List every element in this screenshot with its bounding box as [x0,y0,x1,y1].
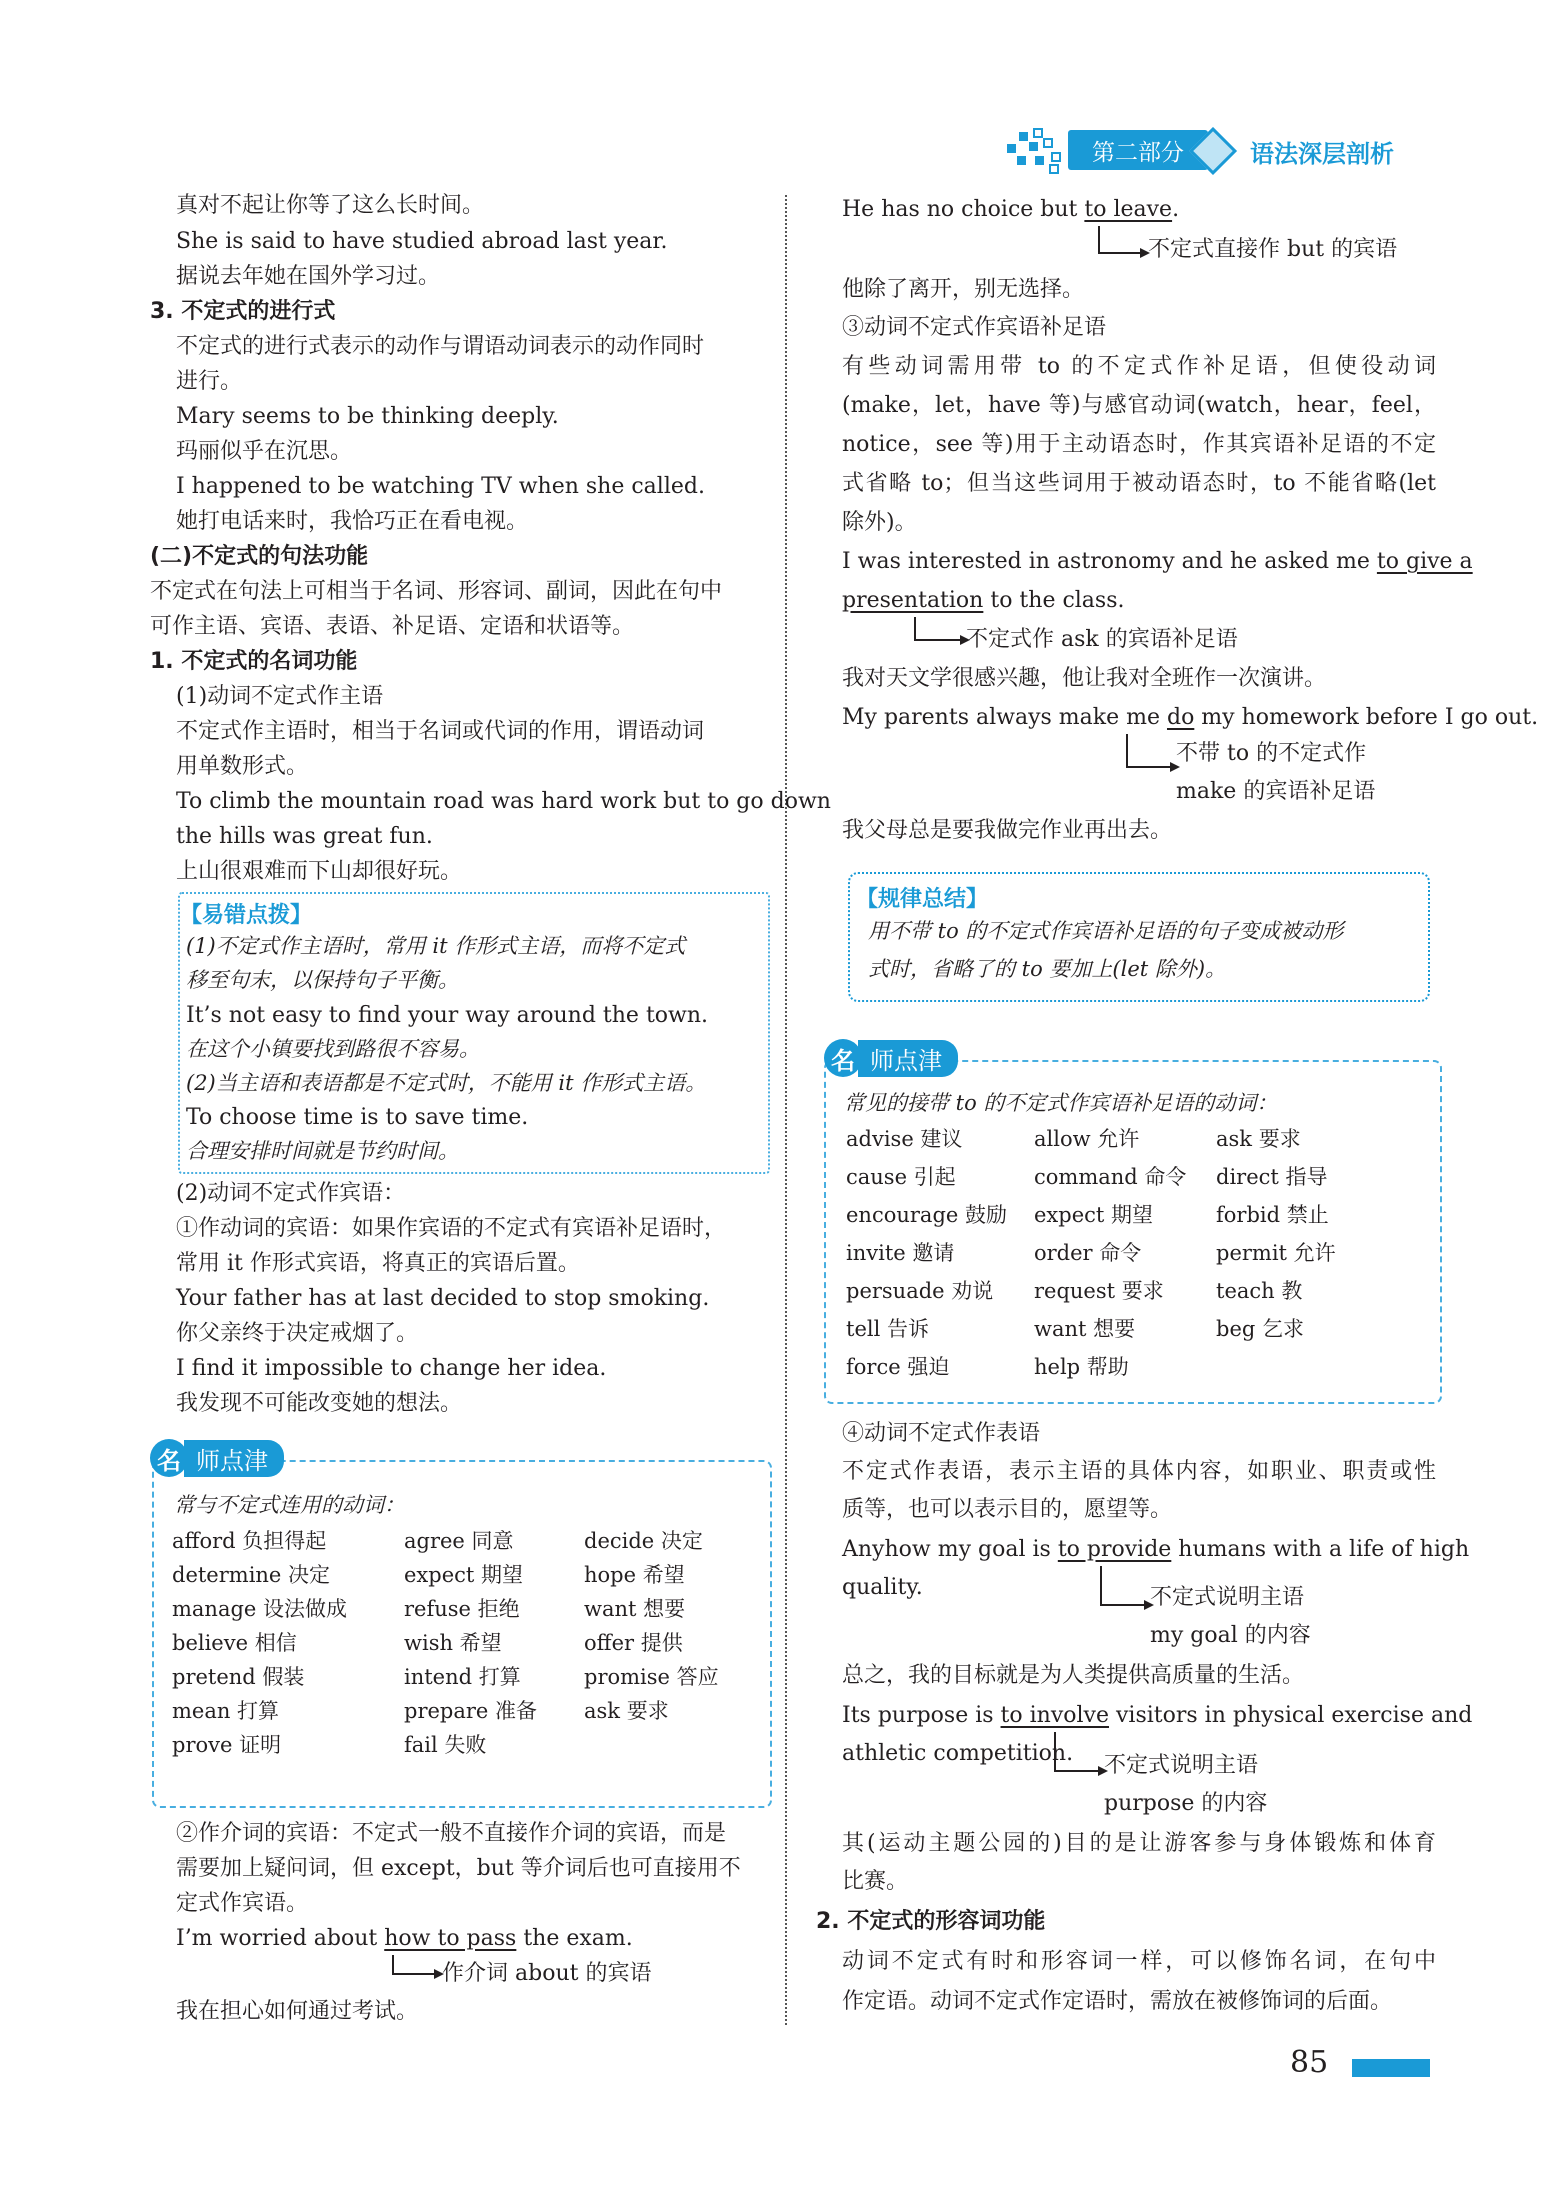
annotation-note: 不定式说明主语 [1104,1753,1259,1778]
justified-line: 不定式作表语，表示主语的具体内容，如职业、职责或性 [842,1459,1436,1484]
teacher-tips-circle: 名 [150,1439,188,1477]
vocab-word: request 要求 [1034,1279,1164,1303]
sentence-part: My parents always make me [842,705,1167,730]
text-line: I happened to be watching TV when she called. [176,474,705,499]
annotation-arrow [1100,1566,1144,1606]
vocab-word: forbid 禁止 [1216,1203,1329,1227]
annotation-note: make 的宾语补足语 [1176,779,1376,804]
vocab-word: order 命令 [1034,1241,1142,1265]
vocab-word: allow 允许 [1034,1127,1140,1151]
vocab-word: teach 教 [1216,1279,1303,1303]
vocab-word: tell 告诉 [846,1317,929,1341]
page-number-bar [1352,2059,1430,2077]
section-heading: (二)不定式的句法功能 [150,544,369,569]
vocab-word: prove 证明 [172,1733,282,1757]
sentence-part: Anyhow my goal is [842,1537,1058,1562]
annotation-arrow [1054,1732,1098,1772]
text-line: 总之，我的目标就是为人类提供高质量的生活。 [842,1663,1305,1688]
column-divider [785,195,787,2025]
vocab-word: ask 要求 [1216,1127,1301,1151]
text-line [842,353,1436,382]
box-text: 用不带 to 的不定式作宾语补足语的句子变成被动形 [868,919,1344,943]
box-text: (2)当主语和表语都是不定式时，不能用 it 作形式主语。 [186,1071,707,1095]
vocab-word: hope 希望 [584,1563,685,1587]
text-line: 据说去年她在国外学习过。 [176,264,441,289]
text-line [842,470,1436,499]
example-sentence [842,1536,1470,1565]
annotation-note: 不定式说明主语 [1150,1585,1305,1610]
underlined-phrase: how to pass [384,1926,517,1951]
text-line: 不定式作主语时，相当于名词或代词的作用，谓语动词 [176,719,705,744]
text-line: the hills was great fun. [176,824,433,849]
vocab-word: direct 指导 [1216,1165,1328,1189]
section-heading: 2. 不定式的形容词功能 [816,1909,1046,1934]
text-line: 不定式的进行式表示的动作与谓语动词表示的动作同时 [176,334,705,359]
text-line: 我在担心如何通过考试。 [176,1999,419,2024]
vocab-word: wish 希望 [404,1631,502,1655]
box-text: 合理安排时间就是节约时间。 [186,1139,459,1163]
text-line: 可作主语、宾语、表语、补足语、定语和状语等。 [150,614,635,639]
teacher-tips-label: 师点津 [184,1440,284,1477]
teacher-tips-badge [150,1440,284,1476]
text-line: 她打电话来时，我恰巧正在看电视。 [176,509,529,534]
justified-line: (make，let，have 等)与感官动词(watch，hear，feel， [842,393,1436,418]
vocab-word: afford 负担得起 [172,1529,327,1553]
annotation-arrow [914,617,960,641]
annotation-note: 不带 to 的不定式作 [1176,741,1367,766]
vocab-word: fail 失败 [404,1733,487,1757]
sentence-part: Its purpose is [842,1703,1001,1728]
vocab-word: believe 相信 [172,1631,297,1655]
subsection-heading: (2)动词不定式作宾语： [176,1181,406,1206]
annotation-note: my goal 的内容 [1150,1623,1311,1648]
justified-line [842,548,1473,577]
sentence-part: I was interested in astronomy and he asked me [842,549,1377,574]
vocab-word: want 想要 [584,1597,686,1621]
header-squares-icon [1005,128,1065,172]
vocab-word: mean 打算 [172,1699,280,1723]
text-line: 进行。 [176,369,243,394]
text-line: She is said to have studied abroad last year. [176,229,668,254]
sentence-part: visitors in physical exercise and [1109,1703,1473,1728]
sentence-part: . [1172,197,1180,222]
vocab-word: pretend 假装 [172,1665,305,1689]
box-text: It’s not easy to find your way around the town. [186,1003,709,1028]
section-heading: 1. 不定式的名词功能 [150,649,358,674]
vocab-word: advise 建议 [846,1127,963,1151]
text-line: 用单数形式。 [176,754,309,779]
annotation-note: purpose 的内容 [1104,1791,1268,1816]
box-text: To choose time is to save time. [186,1105,529,1130]
justified-line: notice，see 等)用于主动语态时，作其宾语补足语的不定 [842,432,1436,457]
example-sentence [842,704,1538,733]
sentence-part: the exam. [516,1926,633,1951]
vocab-word: command 命令 [1034,1165,1187,1189]
teacher-tips-intro: 常与不定式连用的动词： [174,1493,405,1517]
error-tip-tag: 【易错点拨】 [180,903,313,928]
text-line [842,1458,1436,1487]
justified-line: 式省略 to；但当这些词用于被动语态时，to 不能省略(let [842,471,1436,496]
text-line: 比赛。 [842,1869,909,1894]
text-line: 质等，也可以表示目的，愿望等。 [842,1497,1173,1522]
example-sentence [842,1702,1473,1731]
text-line: 我对天文学很感兴趣，他让我对全班作一次演讲。 [842,666,1327,691]
text-line: 作定语。动词不定式作定语时，需放在被修饰词的后面。 [842,1989,1393,2014]
subsection-heading: ④动词不定式作表语 [842,1421,1041,1446]
text-line: 除外)。 [842,510,917,535]
underlined-phrase: do [1166,705,1195,730]
text-line: To climb the mountain road was hard work but to go down [176,789,831,814]
vocab-word: permit 允许 [1216,1241,1336,1265]
vocab-word: promise 答应 [584,1665,719,1689]
underlined-phrase: to give a [1376,549,1473,574]
vocab-word: agree 同意 [404,1529,514,1553]
text-line: 常用 it 作形式宾语，将真正的宾语后置。 [176,1251,580,1276]
text-line [842,1948,1436,1977]
vocab-word: refuse 拒绝 [404,1597,520,1621]
underlined-phrase: to leave [1084,197,1173,222]
vocab-word: determine 决定 [172,1563,331,1587]
annotation-arrow [1126,734,1170,768]
sentence-part: humans with a life of high [1171,1537,1470,1562]
sentence-part: I’m worried about [176,1926,385,1951]
box-text: (1)不定式作主语时，常用 it 作形式主语，而将不定式 [186,934,686,958]
teacher-tips-badge [824,1040,958,1076]
vocab-word: cause 引起 [846,1165,956,1189]
annotation-arrow [392,1955,434,1975]
text-line: 我发现不可能改变她的想法。 [176,1391,463,1416]
text-line: I find it impossible to change her idea. [176,1356,607,1381]
page-number: 85 [1290,2045,1329,2080]
subsection-heading: (1)动词不定式作主语 [176,684,384,709]
header-section-title: 语法深层剖析 [1250,140,1394,168]
vocab-word: decide 决定 [584,1529,703,1553]
annotation-note: 作介词 about 的宾语 [442,1961,652,1986]
vocab-word: force 强迫 [846,1355,950,1379]
text-line: 真对不起让你等了这么长时间。 [176,193,485,218]
vocab-word: ask 要求 [584,1699,669,1723]
vocab-word: prepare 准备 [404,1699,538,1723]
text-line: ②作介词的宾语：不定式一般不直接作介词的宾语，而是 [176,1821,727,1846]
teacher-tips-circle: 名 [824,1039,862,1077]
example-sentence [842,587,1125,616]
vocab-word: offer 提供 [584,1631,683,1655]
header-part-label: 第二部分 [1068,130,1208,170]
sentence-part: to the class. [983,588,1125,613]
text-line: 他除了离开，别无选择。 [842,277,1085,302]
box-text: 式时，省略了的 to 要加上(let 除外)。 [868,957,1227,981]
vocab-word: help 帮助 [1034,1355,1129,1379]
underlined-phrase: to involve [1000,1703,1109,1728]
example-sentence [842,548,1473,577]
text-line: 上山很艰难而下山却很好玩。 [176,859,463,884]
box-text: 在这个小镇要找到路很不容易。 [186,1037,480,1061]
annotation-note: 不定式作 ask 的宾语补足语 [966,627,1238,652]
underlined-phrase: presentation [842,588,984,613]
example-sentence [842,196,1179,225]
text-line: 定式作宾语。 [176,1891,309,1916]
text-line [842,431,1436,460]
text-line: 玛丽似乎在沉思。 [176,439,353,464]
text-line: 不定式在句法上可相当于名词、形容词、副词，因此在句中 [150,579,723,604]
vocab-word: invite 邀请 [846,1241,955,1265]
sentence-part: my homework before I go out. [1194,705,1539,730]
rule-summary-tag: 【规律总结】 [856,887,989,912]
text-line: 需要加上疑问词，但 except，but 等介词后也可直接用不 [176,1856,741,1881]
text-line: athletic competition. [842,1741,1074,1766]
vocab-word: expect 期望 [1034,1203,1154,1227]
text-line [842,1830,1436,1859]
text-line: ①作动词的宾语：如果作宾语的不定式有宾语补足语时， [176,1216,727,1241]
vocab-word: expect 期望 [404,1563,524,1587]
justified-line [842,1536,1470,1565]
vocab-word: manage 设法做成 [172,1597,348,1621]
vocab-word: beg 乞求 [1216,1317,1304,1341]
subsection-heading: ③动词不定式作宾语补足语 [842,315,1107,340]
vocab-word: persuade 劝说 [846,1279,994,1303]
sentence-part: He has no choice but [842,197,1085,222]
text-line: Your father has at last decided to stop smoking. [176,1286,710,1311]
underlined-phrase: to provide [1057,1537,1172,1562]
justified-line: 动词不定式有时和形容词一样，可以修饰名词，在句中 [842,1949,1436,1974]
vocab-word: encourage 鼓励 [846,1203,1007,1227]
teacher-tips-label: 师点津 [858,1040,958,1077]
text-line: quality. [842,1575,923,1600]
teacher-tips-intro: 常见的接带 to 的不定式作宾语补足语的动词： [844,1091,1278,1115]
box-text: 移至句末，以保持句子平衡。 [186,968,459,992]
section-heading: 3. 不定式的进行式 [150,299,336,324]
vocab-word: intend 打算 [404,1665,521,1689]
text-line: 我父母总是要我做完作业再出去。 [842,818,1173,843]
justified-line: 有些动词需用带 to 的不定式作补足语，但使役动词 [842,354,1436,379]
text-line: Mary seems to be thinking deeply. [176,404,559,429]
annotation-note: 不定式直接作 but 的宾语 [1148,237,1398,262]
text-line: 你父亲终于决定戒烟了。 [176,1321,419,1346]
justified-line: 其(运动主题公园的)目的是让游客参与身体锻炼和体育 [842,1831,1436,1856]
vocab-word: want 想要 [1034,1317,1136,1341]
text-line [842,392,1436,421]
annotation-arrow [1098,226,1140,254]
example-sentence [176,1925,633,1954]
justified-line [842,1702,1473,1731]
